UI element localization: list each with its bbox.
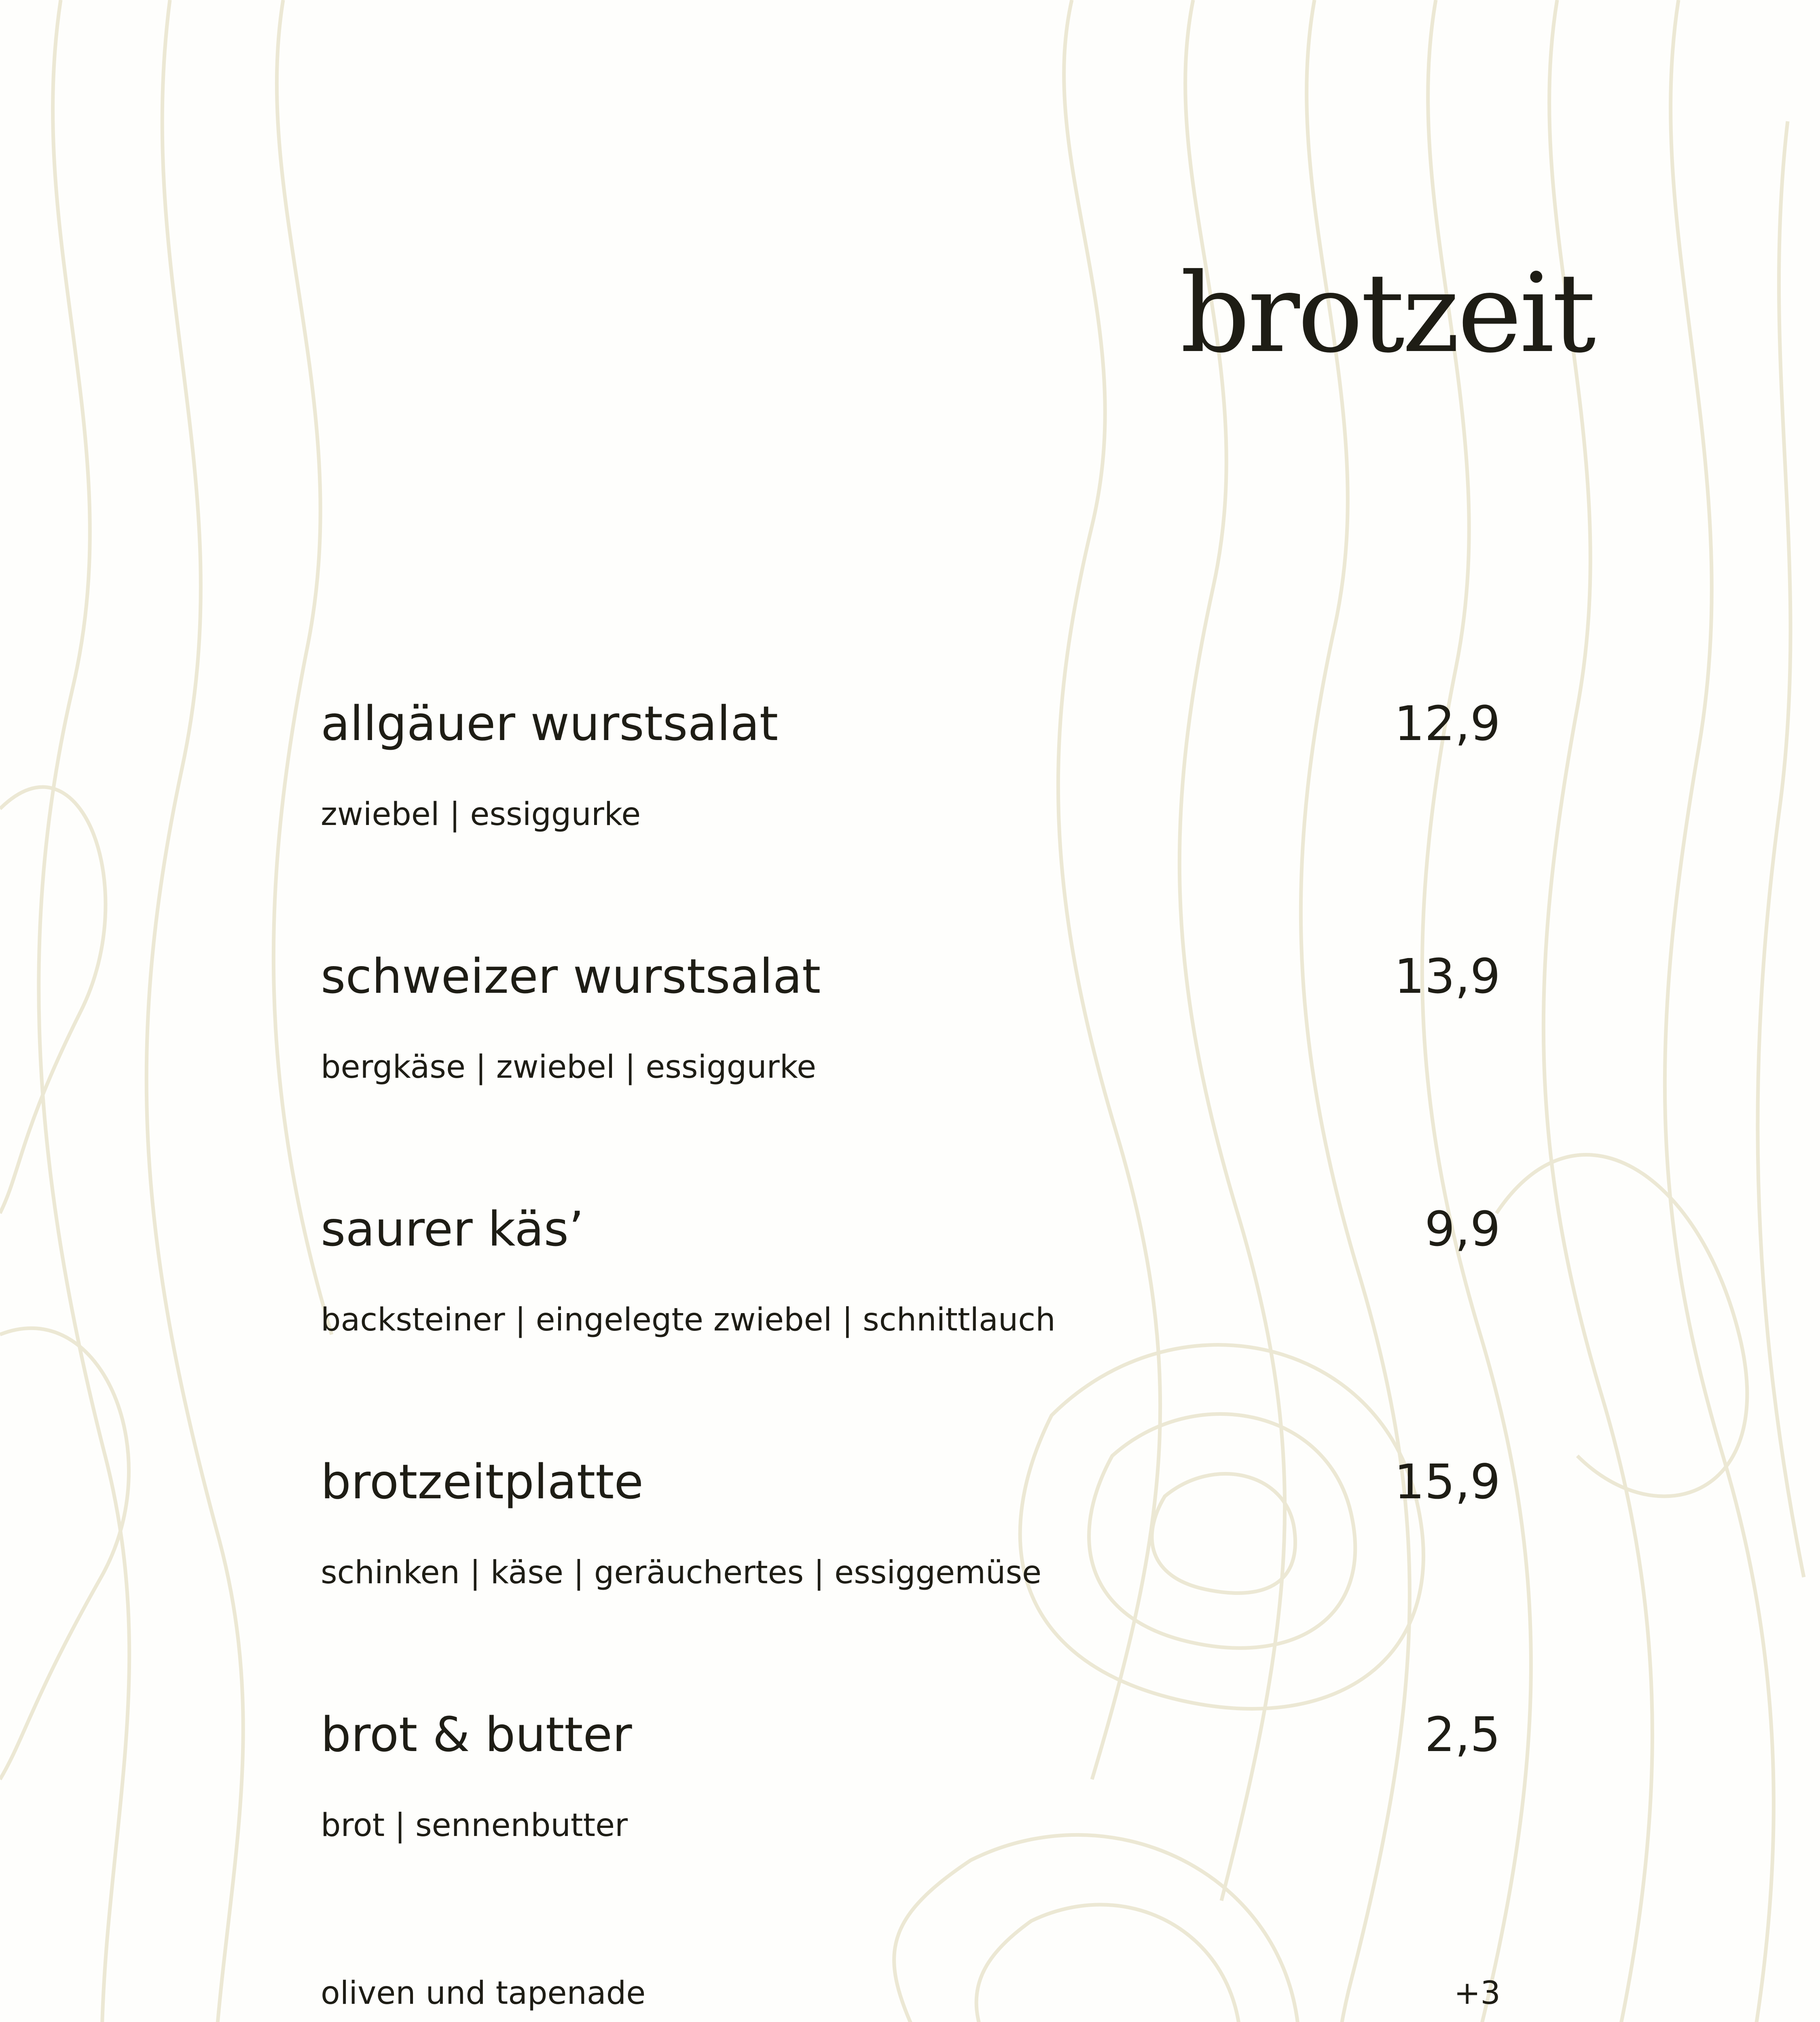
menu-item-price: 15,9: [1394, 1454, 1500, 1510]
menu-item-description: backsteiner | eingelegte zwiebel | schnittlauch: [321, 1302, 1056, 1338]
menu-item-price: 12,9: [1394, 696, 1500, 751]
menu-item-description: zwiebel | essiggurke: [321, 796, 641, 833]
menu-extra-price: +3: [1454, 1975, 1500, 2011]
menu-item-name: saurer käs’: [321, 1201, 584, 1257]
menu-list: [321, 0, 1500, 2022]
menu-item-description: bergkäse | zwiebel | essiggurke: [321, 1049, 817, 1085]
menu-item-description: brot | sennenbutter: [321, 1807, 628, 1844]
menu-item-price: 2,5: [1424, 1707, 1500, 1762]
menu-item-name: brotzeitplatte: [321, 1454, 643, 1510]
menu-item-name: brot & butter: [321, 1707, 632, 1762]
menu-item-name: schweizer wurstsalat: [321, 948, 821, 1004]
menu-item-description: schinken | käse | geräuchertes | essiggemüse: [321, 1555, 1042, 1591]
menu-item-price: 9,9: [1424, 1201, 1500, 1257]
menu-section-title: brotzeit: [1180, 250, 1594, 377]
menu-extra-name: oliven und tapenade: [321, 1975, 646, 2011]
menu-item-price: 13,9: [1394, 948, 1500, 1004]
menu-item-name: allgäuer wurstsalat: [321, 696, 779, 751]
